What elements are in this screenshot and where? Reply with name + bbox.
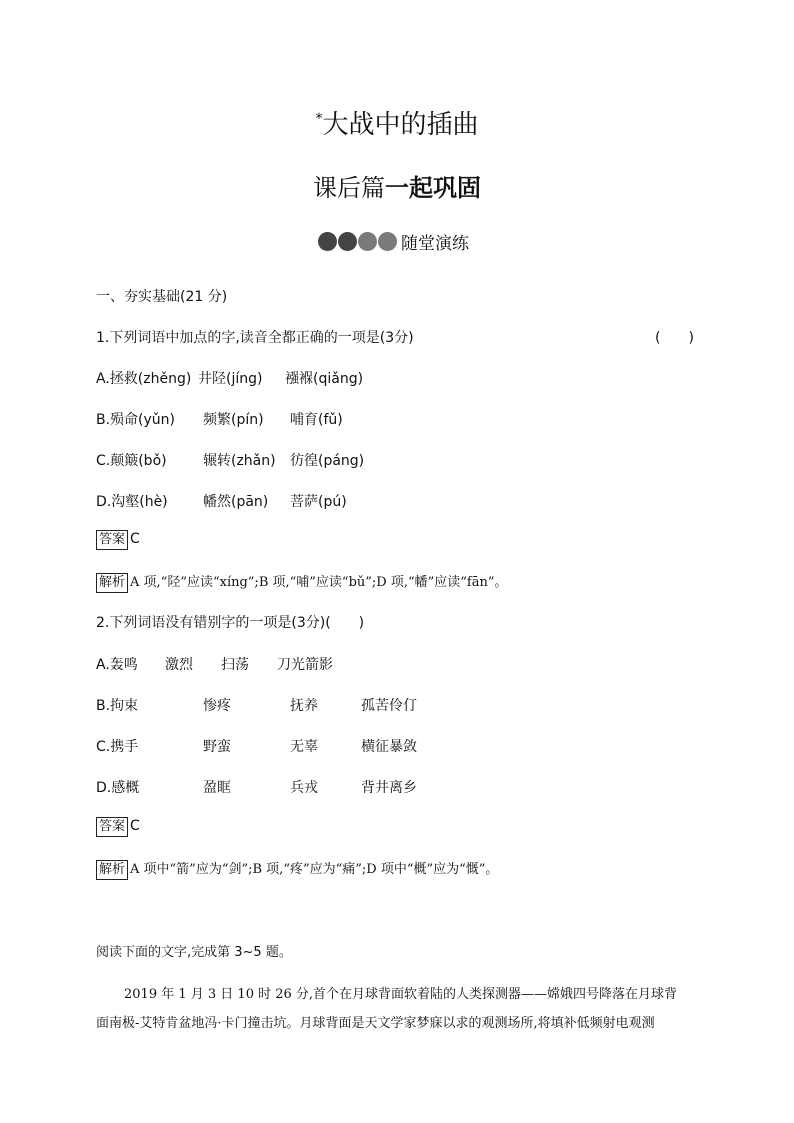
q2-option-d1: D.感概 [96,780,140,796]
q1-option-c1: C.颠簸(bǒ) [96,453,167,469]
title-mark: * [315,111,323,127]
dot-icon [358,232,377,251]
q2-stem: 2.下列词语没有错别字的一项是(3分)( ) [96,615,365,631]
q1-answer-value: C [130,531,140,547]
q2-option-a4: 刀光箭影 [277,657,333,673]
q2-answer-value: C [130,818,140,834]
q2-option-d3: 兵戎 [290,780,318,796]
q2-option-b4: 孤苦伶仃 [361,698,417,714]
q2-option-c1: C.携手 [96,739,139,755]
q2-explanation [96,858,498,880]
answer-tag: 答案 [96,530,128,550]
q1-explain-text: A 项,“陉”应读“xíng”;B 项,“哺”应读“bǔ”;D 项,“幡”应读“fān”。 [130,575,508,590]
dot-icon [338,232,357,251]
q1-answer [96,530,140,550]
q1-option-d1: D.沟壑(hè) [96,494,168,510]
q1-explanation [96,571,508,593]
q1-option-a2: 井陉(jíng) [198,371,263,387]
q1-bracket: ( ) [655,330,694,346]
dot-icon [318,232,337,251]
q1-option-b2: 频繁(pín) [203,412,264,428]
subtitle-bold: 一起巩固 [385,174,481,202]
answer-tag: 答案 [96,817,128,837]
q2-answer [96,817,140,837]
page-title [0,104,794,141]
passage-line: 2019 年 1 月 3 日 10 时 26 分,首个在月球背面软着陆的人类探测器——嫦娥四号降落在月球背 [124,987,678,1002]
q2-option-d4: 背井离乡 [361,780,417,796]
q2-option-d2: 盈眶 [203,780,231,796]
page-subtitle [0,168,794,203]
title-text: 大战中的插曲 [322,110,479,140]
section-banner [318,231,469,254]
q1-option-d3: 菩萨(pú) [290,494,347,510]
section-heading: 一、夯实基础(21 分) [96,289,228,305]
q2-explain-text: A 项中“箭”应为“剑”;B 项,“疼”应为“痛”;D 项中“概”应为“慨”。 [130,862,499,877]
q1-option-b1: B.殒命(yǔn) [96,412,176,428]
dot-icon [378,232,397,251]
section-banner-label: 随堂演练 [401,233,469,254]
q2-option-b3: 抚养 [290,698,318,714]
q2-option-a2: 激烈 [165,657,193,673]
passage-line: 面南极-艾特肯盆地冯·卡门撞击坑。月球背面是天文学家梦寐以求的观测场所,将填补低频射电观测 [96,1016,655,1031]
reading-intro: 阅读下面的文字,完成第 3~5 题。 [96,945,292,960]
q2-option-b1: B.拘束 [96,698,139,714]
q1-option-a1: A.拯救(zhěng) [96,371,192,387]
q1-option-b3: 哺育(fǔ) [290,412,343,428]
explain-tag: 解析 [96,573,128,593]
q2-option-b2: 惨疼 [203,698,231,714]
q1-option-a3: 襁褓(qiǎng) [285,371,364,387]
q2-option-a1: A.轰鸣 [96,657,138,673]
q2-option-c3: 无辜 [290,739,318,755]
q2-option-c2: 野蛮 [203,739,231,755]
q1-option-d2: 幡然(pān) [203,494,269,510]
q1-stem: 1.下列词语中加点的字,读音全都正确的一项是(3分) [96,330,414,346]
q2-option-a3: 扫荡 [221,657,249,673]
q1-option-c3: 彷徨(páng) [290,453,365,469]
q1-option-c2: 辗转(zhǎn) [203,453,276,469]
explain-tag: 解析 [96,860,128,880]
subtitle-normal: 课后篇 [313,174,385,202]
q2-option-c4: 横征暴敛 [361,739,417,755]
